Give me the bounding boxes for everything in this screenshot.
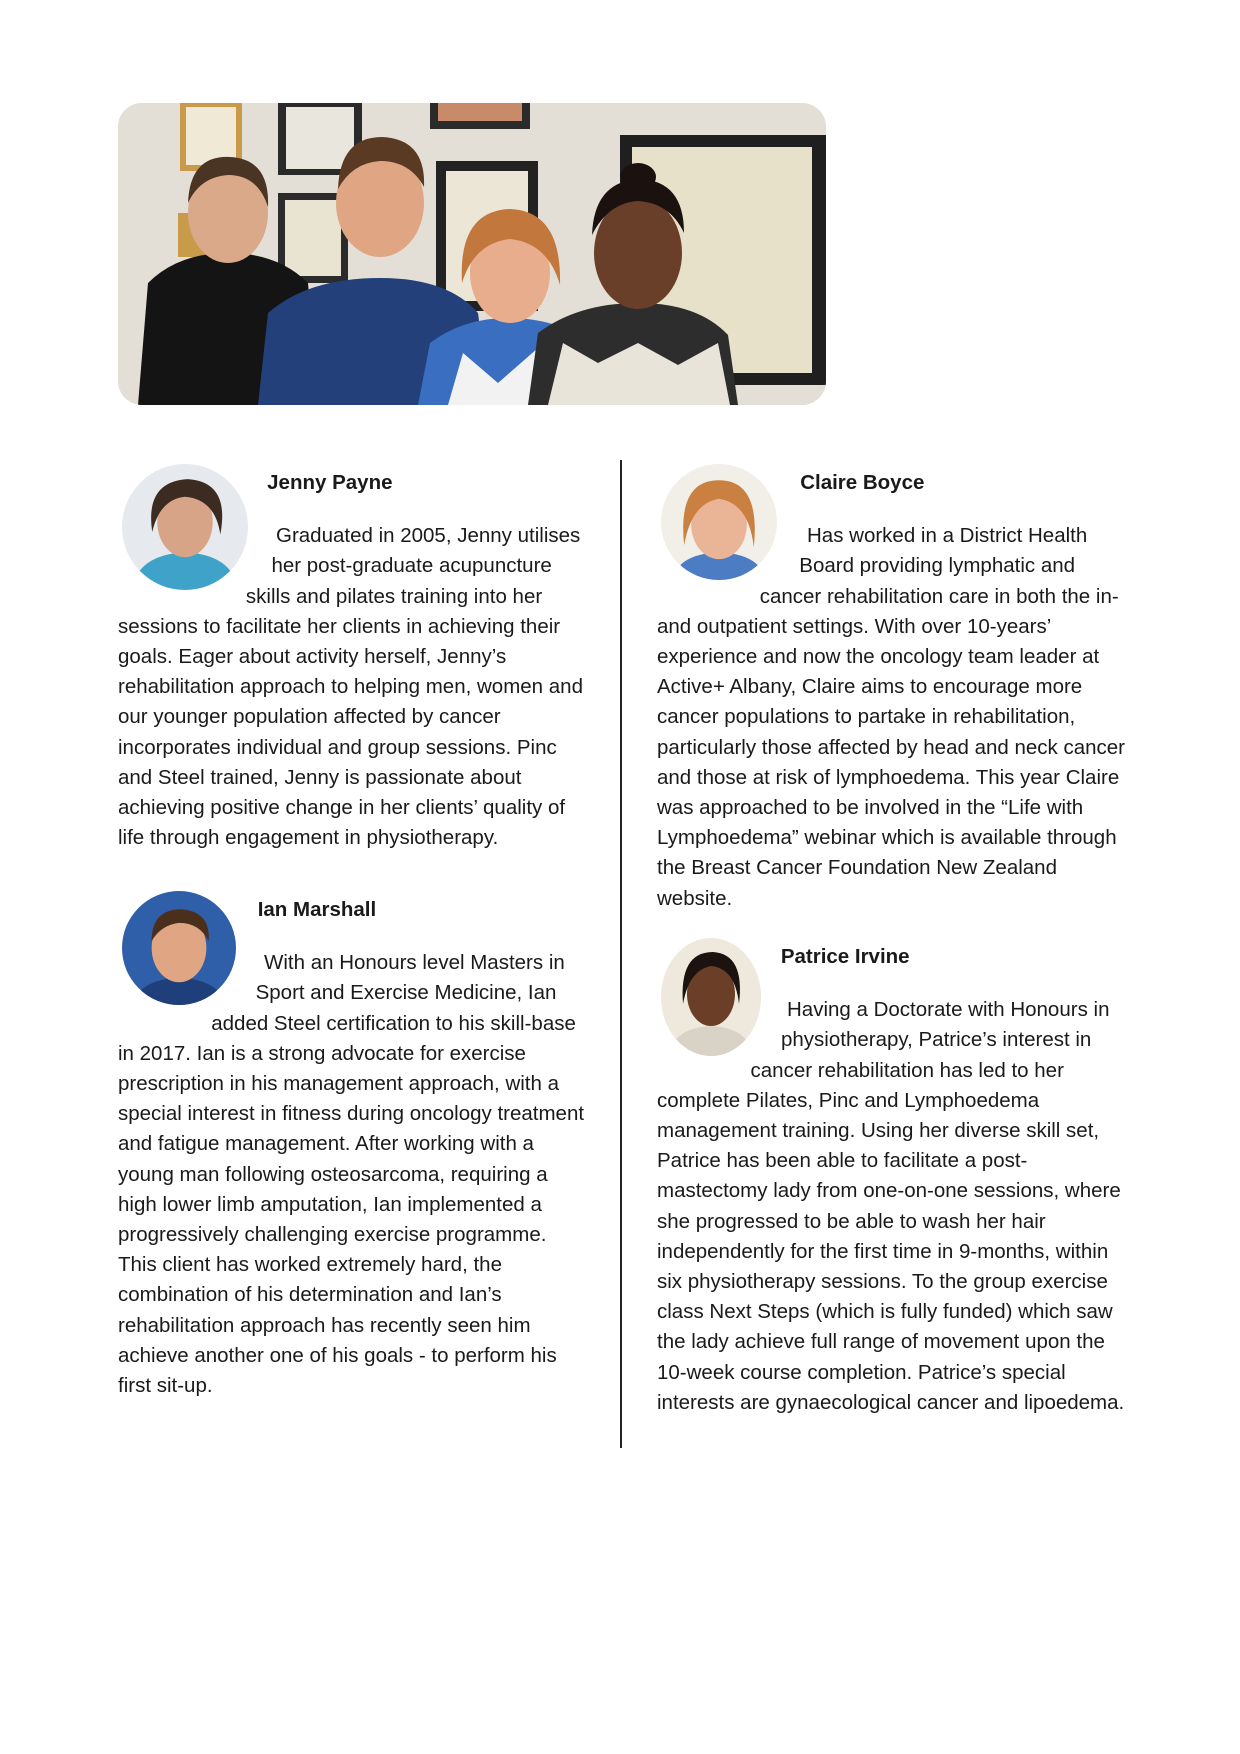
bio-patrice-irvine — [657, 936, 1127, 1418]
jenny-payne-description: Graduated in 2005, Jenny utilises her post-graduate acupuncture skills and pilates training into her sessions to facilitate her clients in achieving their goals. Eager about activity herself, Jenny’s rehabilitation approach to helping men, women and our younger population affected by cancer incorporates individual and group sessions. Pinc and Steel trained, Jenny is passionate about achieving positive change in her clients’ quality of life through engagement in physiotherapy. — [118, 524, 583, 850]
bio-claire-boyce — [657, 462, 1127, 914]
ian-marshall-portrait — [122, 891, 236, 1005]
bio-ian-marshall — [118, 889, 588, 1401]
team-photo — [118, 103, 826, 405]
claire-boyce-description: Has worked in a District Health Board providing lymphatic and cancer rehabilitation care in both the in- and outpatient settings. With over 10-years’ experience and now the oncology team leader at Active+ Albany, Claire aims to encourage more cancer populations to partake in rehabilitation, particularly those affected by head and neck cancer and those at risk of lymphoedema. This year Claire was approached to be involved in the “Life with Lymphoedema” webinar which is available through the Breast Cancer Foundation New Zealand website. — [657, 524, 1125, 910]
jenny-payne-name: Jenny Payne — [267, 471, 393, 494]
ian-marshall-name: Ian Marshall — [257, 898, 377, 921]
patrice-irvine-portrait — [661, 938, 761, 1056]
ian-marshall-description: With an Honours level Masters in Sport and Exercise Medicine, Ian added Steel certification to his skill-base in 2017. Ian is a strong advocate for exercise prescription in his management approach, with a special interest in fitness during oncology treatment and fatigue management. After working with a young man following osteosarcoma, requiring a high lower limb amputation, Ian implemented a progressively challenging exercise programme. This client has worked extremely hard, the combination of his determination and Ian’s rehabilitation approach has recently seen him achieve another one of his goals - to perform his first sit-up. — [118, 951, 585, 1398]
claire-boyce-portrait — [661, 464, 777, 580]
bio-jenny-payne — [118, 462, 588, 853]
column-divider — [620, 460, 622, 1448]
patrice-irvine-name: Patrice Irvine — [780, 945, 910, 968]
patrice-irvine-description: Having a Doctorate with Honours in physiotherapy, Patrice’s interest in cancer rehabilitation has led to her complete Pilates, Pinc and Lymphoedema management training. Using her diverse skill set, Patrice has been able to facilitate a post-mastectomy lady from one-on-one sessions, where she progressed to be able to wash her hair independently for the first time in 9-months, within six physiotherapy sessions. To the group exercise class Next Steps (which is fully funded) which saw the lady achieve full range of movement upon the 10-week course completion. Patrice’s special interests are gynaecological cancer and lipoedema. — [657, 998, 1125, 1414]
claire-boyce-name: Claire Boyce — [800, 471, 925, 494]
jenny-payne-portrait — [122, 464, 248, 590]
